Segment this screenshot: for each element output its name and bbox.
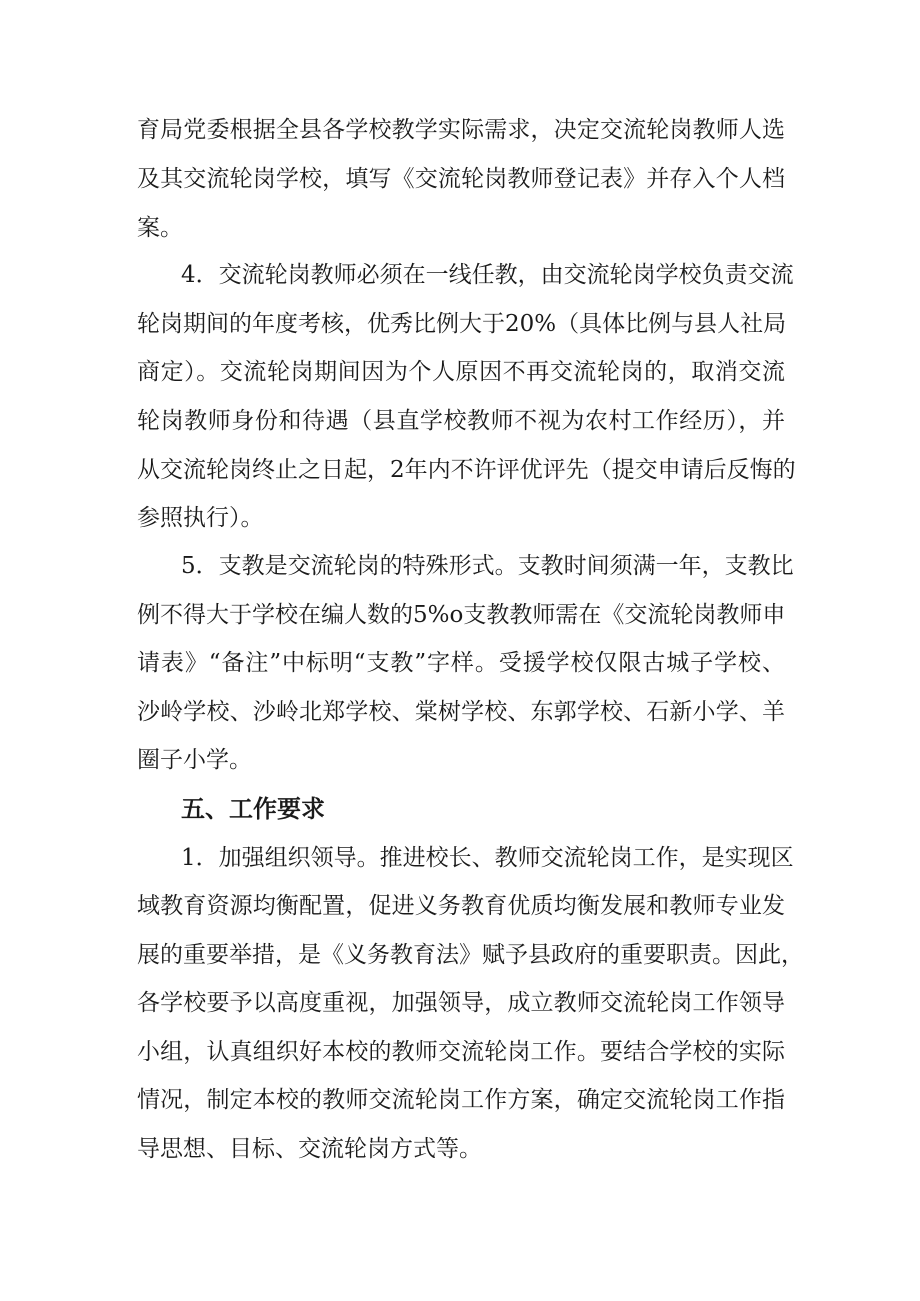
body-text-line: 例不得大于学校在编人数的5%o支教教师需在《交流轮岗教师申 — [137, 602, 786, 628]
body-text-line: 轮岗期间的年度考核，优秀比例大于20%（具体比例与县人社局 — [137, 311, 787, 337]
body-text-line: 域教育资源均衡配置，促进义务教育优质均衡发展和教师专业发 — [137, 893, 785, 919]
body-text-line: 圈子小学。 — [137, 747, 252, 773]
body-text-line: 案。 — [137, 215, 183, 241]
body-text-line: 情况，制定本校的教师交流轮岗工作方案，确定交流轮岗工作指 — [137, 1087, 785, 1113]
body-text-line: 及其交流轮岗学校，填写《交流轮岗教师登记表》并存入个人档 — [137, 166, 785, 192]
paragraph-5-first-line: 5．支教是交流轮岗的特殊形式。支教时间须满一年，支教比 — [181, 553, 794, 579]
body-text-line: 展的重要举措，是《义务教育法》赋予县政府的重要职责。因此， — [137, 942, 804, 968]
body-text-line: 小组，认真组织好本校的教师交流轮岗工作。要结合学校的实际 — [137, 1039, 785, 1065]
body-text-line: 请表》“备注”中标明“支教”字样。受援学校仅限古城子学校、 — [137, 650, 785, 676]
body-text-line: 商定）。交流轮岗期间因为个人原因不再交流轮岗的，取消交流 — [137, 359, 785, 385]
body-text-line: 从交流轮岗终止之日起，2年内不许评优评先（提交申请后反悔的 — [137, 457, 796, 483]
body-text-line: 参照执行）。 — [137, 505, 264, 531]
paragraph-1-first-line: 1．加强组织领导。推进校长、教师交流轮岗工作，是实现区 — [181, 845, 794, 871]
body-text-line: 轮岗教师身份和待遇（县直学校教师不视为农村工作经历），并 — [137, 408, 785, 434]
body-text-line: 导思想、目标、交流轮岗方式等。 — [137, 1136, 482, 1162]
section-heading: 五、工作要求 — [181, 795, 325, 823]
body-text-line: 沙岭学校、沙岭北郑学校、棠树学校、东郭学校、石新小学、羊 — [137, 699, 785, 725]
paragraph-4-first-line: 4．交流轮岗教师必须在一线任教，由交流轮岗学校负责交流 — [181, 262, 794, 288]
body-text-line: 各学校要予以高度重视，加强领导，成立教师交流轮岗工作领导 — [137, 990, 785, 1016]
body-text-line: 育局党委根据全县各学校教学实际需求，决定交流轮岗教师人选 — [137, 117, 785, 143]
